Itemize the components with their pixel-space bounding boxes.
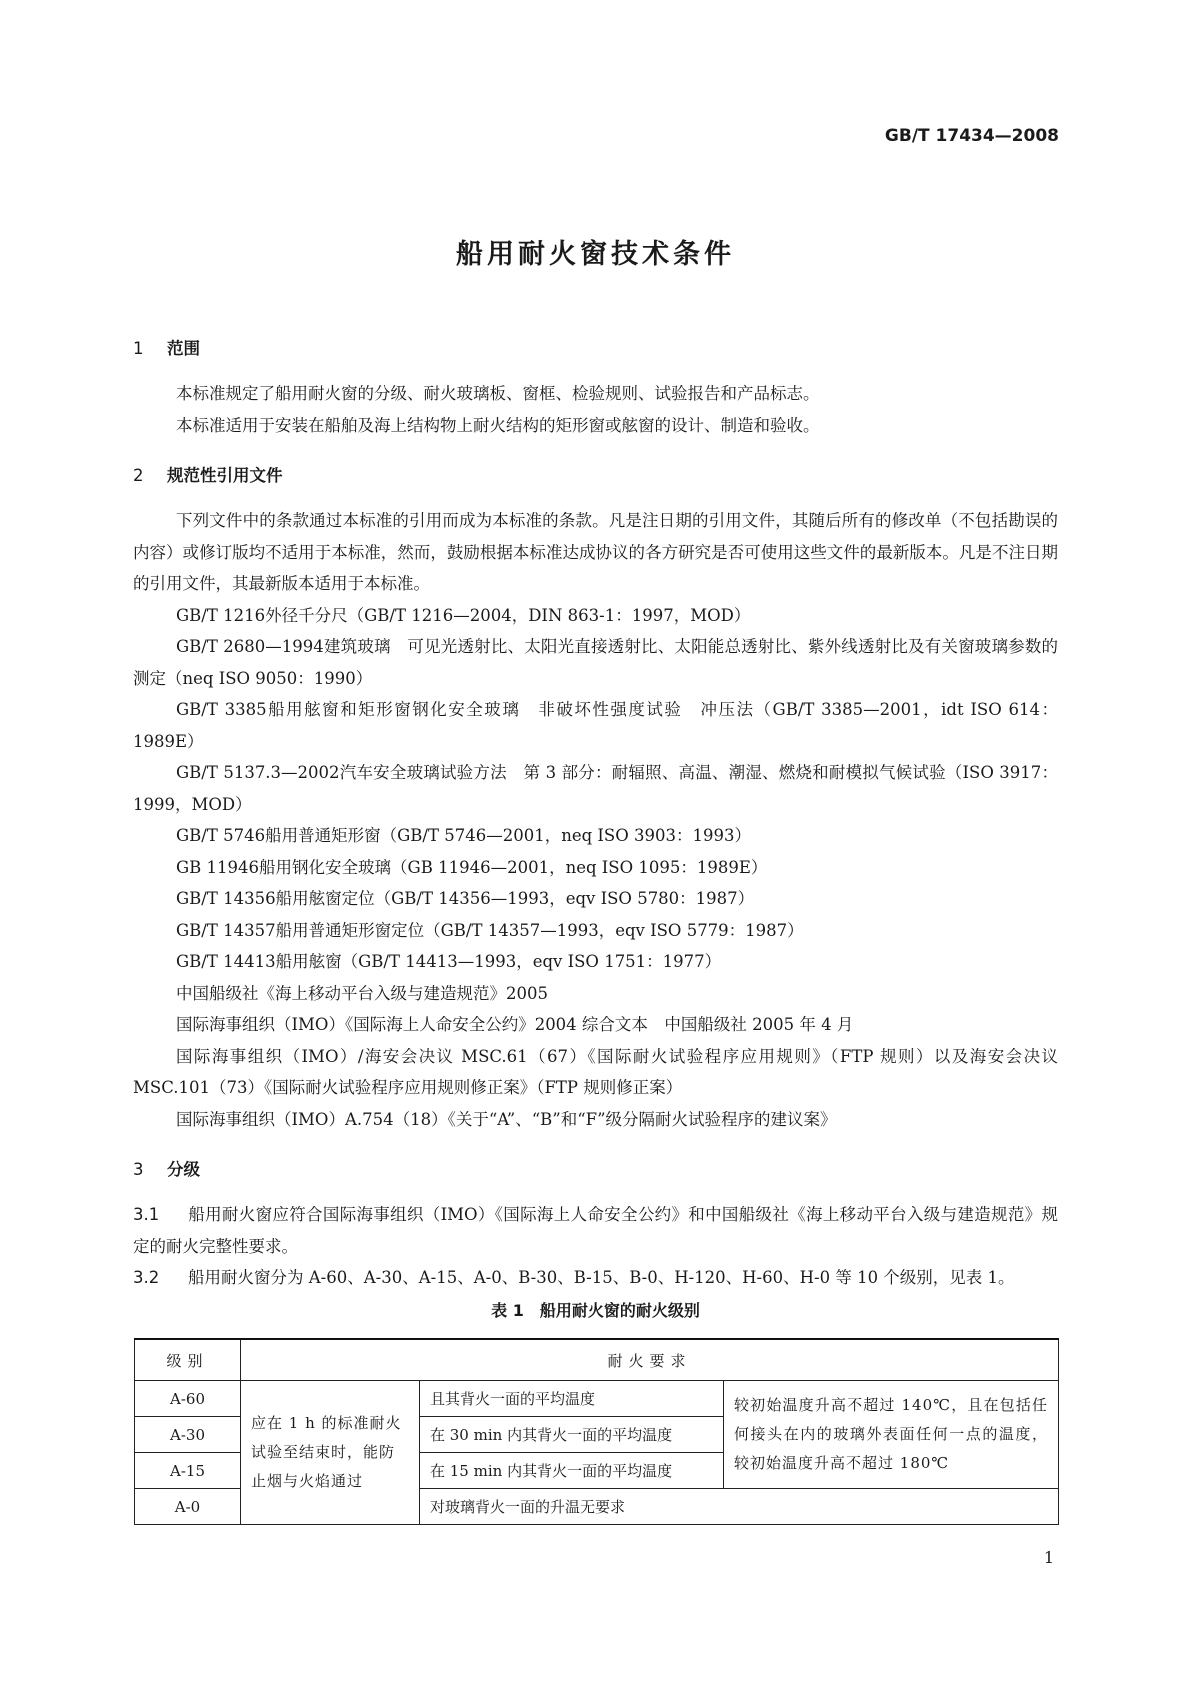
- page-title: 船用耐火窗技术条件: [456, 239, 735, 270]
- reference-text: 船用钢化安全玻璃（GB 11946—2001，neq ISO 1095：1989E）: [259, 857, 768, 877]
- reference-code: GB/T 5137.3—2002: [176, 763, 340, 782]
- level-cell: A-30: [135, 1417, 241, 1453]
- reference-item: [133, 915, 1058, 947]
- reference-item: [133, 757, 1058, 820]
- reference-text: 外径千分尺（GB/T 1216—2004，DIN 863-1：1997，MOD）: [265, 605, 751, 625]
- standard-code: GB/T 17434—2008: [884, 126, 1059, 146]
- reference-code: GB/T 3385: [176, 700, 267, 719]
- section-title: 规范性引用文件: [167, 466, 283, 485]
- section-2-heading: [133, 461, 1058, 491]
- table-row: [135, 1381, 1059, 1417]
- paragraph: 本标准适用于安装在船舶及海上结构物上耐火结构的矩形窗或舷窗的设计、制造和验收。: [176, 415, 820, 435]
- reference-code: GB/T 14413: [176, 952, 276, 971]
- section-number: 1: [133, 339, 144, 358]
- reference-item: [133, 946, 1058, 978]
- common-requirement-cell: 应在 1 h 的标准耐火试验至结束时，能防止烟与火焰通过: [241, 1381, 420, 1525]
- reference-item: [133, 600, 1058, 632]
- reference-item: 中国船级社《海上移动平台入级与建造规范》2005: [176, 983, 548, 1003]
- requirement-cell: 在 15 min 内其背火一面的平均温度: [420, 1453, 724, 1489]
- section-3-heading: [133, 1155, 1058, 1185]
- reference-code: GB/T 14357: [176, 920, 276, 940]
- header-requirement: 耐火要求: [241, 1339, 1059, 1381]
- page-number: 1: [1043, 1548, 1054, 1567]
- fire-rating-table: [134, 1338, 1059, 1525]
- clause-number: 3.1: [133, 1205, 160, 1224]
- paragraph: 下列文件中的条款通过本标准的引用而成为本标准的条款。凡是注日期的引用文件，其随后所有的修改单（不包括勘误的内容）或修订版均不适用于本标准，然而，鼓励根据本标准达成协议的各方研究是否可使用这些文件的最新版本。凡是不注日期的引用文件，其最新版本适用于本标准。: [133, 511, 1058, 593]
- section-number: 3: [133, 1160, 144, 1179]
- requirement-cell: 且其背火一面的平均温度: [420, 1381, 724, 1417]
- reference-text: 汽车安全玻璃试验方法 第 3 部分：耐辐照、高温、潮湿、燃烧和耐模拟气候试验（ISO 3917：1999，MOD）: [133, 763, 1058, 814]
- reference-item: 国际海事组织（IMO）A.754（18）《关于“A”、“B”和“F”级分隔耐火试验程序的建议案》: [176, 1109, 837, 1129]
- reference-text: 船用普通矩形窗定位（GB/T 14357—1993，eqv ISO 5779：1987）: [275, 920, 804, 940]
- reference-item: 国际海事组织（IMO）/海安会决议 MSC.61（67）《国际耐火试验程序应用规则》（FTP 规则）以及海安会决议 MSC.101（73）《国际耐火试验程序应用规则修正案》（FTP 规则修正案）: [133, 1046, 1058, 1097]
- reference-text: 建筑玻璃 可见光透射比、太阳光直接透射比、太阳能总透射比、紫外线透射比及有关窗玻璃参数的测定（neq ISO 9050：1990）: [133, 637, 1059, 688]
- reference-item: [133, 852, 1058, 884]
- section-1-heading: [133, 334, 1058, 364]
- clause-number: 3.2: [133, 1268, 160, 1287]
- level-cell: A-0: [135, 1489, 241, 1525]
- temperature-note-cell: 较初始温度升高不超过 140℃，且在包括任何接头在内的玻璃外表面任何一点的温度，较初始温度升高不超过 180℃: [724, 1381, 1059, 1489]
- reference-text: 船用舷窗（GB/T 14413—1993，eqv ISO 1751：1977）: [275, 952, 722, 971]
- header-level: 级别: [135, 1339, 241, 1381]
- table-header-row: [135, 1339, 1059, 1381]
- reference-item: 国际海事组织（IMO）《国际海上人命安全公约》2004 综合文本 中国船级社 2005 年 4 月: [176, 1015, 854, 1034]
- reference-item: [133, 631, 1058, 694]
- level-cell: A-15: [135, 1453, 241, 1489]
- requirement-cell: 在 30 min 内其背火一面的平均温度: [420, 1417, 724, 1453]
- level-cell: A-60: [135, 1381, 241, 1417]
- document-body: [133, 334, 1058, 1330]
- paragraph: 本标准规定了船用耐火窗的分级、耐火玻璃板、窗框、检验规则、试验报告和产品标志。: [176, 384, 820, 403]
- reference-code: GB/T 1216: [176, 605, 266, 625]
- clause-text: 船用耐火窗应符合国际海事组织（IMO）《国际海上人命安全公约》和中国船级社《海上移动平台入级与建造规范》规定的耐火完整性要求。: [133, 1205, 1058, 1256]
- section-title: 范围: [167, 339, 200, 358]
- reference-item: [133, 694, 1058, 757]
- reference-code: GB 11946: [176, 857, 260, 877]
- reference-text: 船用舷窗和矩形窗钢化安全玻璃 非破坏性强度试验 冲压法（GB/T 3385—2001，idt ISO 614：1989E）: [133, 700, 1058, 751]
- section-title: 分级: [167, 1160, 200, 1179]
- section-number: 2: [133, 466, 144, 485]
- clause: [133, 1262, 1058, 1294]
- reference-code: GB/T 5746: [176, 826, 266, 845]
- reference-code: GB/T 2680—1994: [176, 637, 324, 656]
- reference-code: GB/T 14356: [176, 889, 276, 908]
- reference-text: 船用舷窗定位（GB/T 14356—1993，eqv ISO 5780：1987）: [275, 889, 755, 908]
- table-caption: 表 1 船用耐火窗的耐火级别: [491, 1300, 700, 1320]
- clause-text: 船用耐火窗分为 A-60、A-30、A-15、A-0、B-30、B-15、B-0、H-120、H-60、H-0 等 10 个级别，见表 1。: [188, 1268, 1015, 1287]
- reference-item: [133, 883, 1058, 915]
- clause: [133, 1199, 1058, 1262]
- requirement-cell: 对玻璃背火一面的升温无要求: [420, 1489, 1059, 1525]
- reference-item: [133, 820, 1058, 852]
- reference-text: 船用普通矩形窗（GB/T 5746—2001，neq ISO 3903：1993）: [265, 826, 751, 845]
